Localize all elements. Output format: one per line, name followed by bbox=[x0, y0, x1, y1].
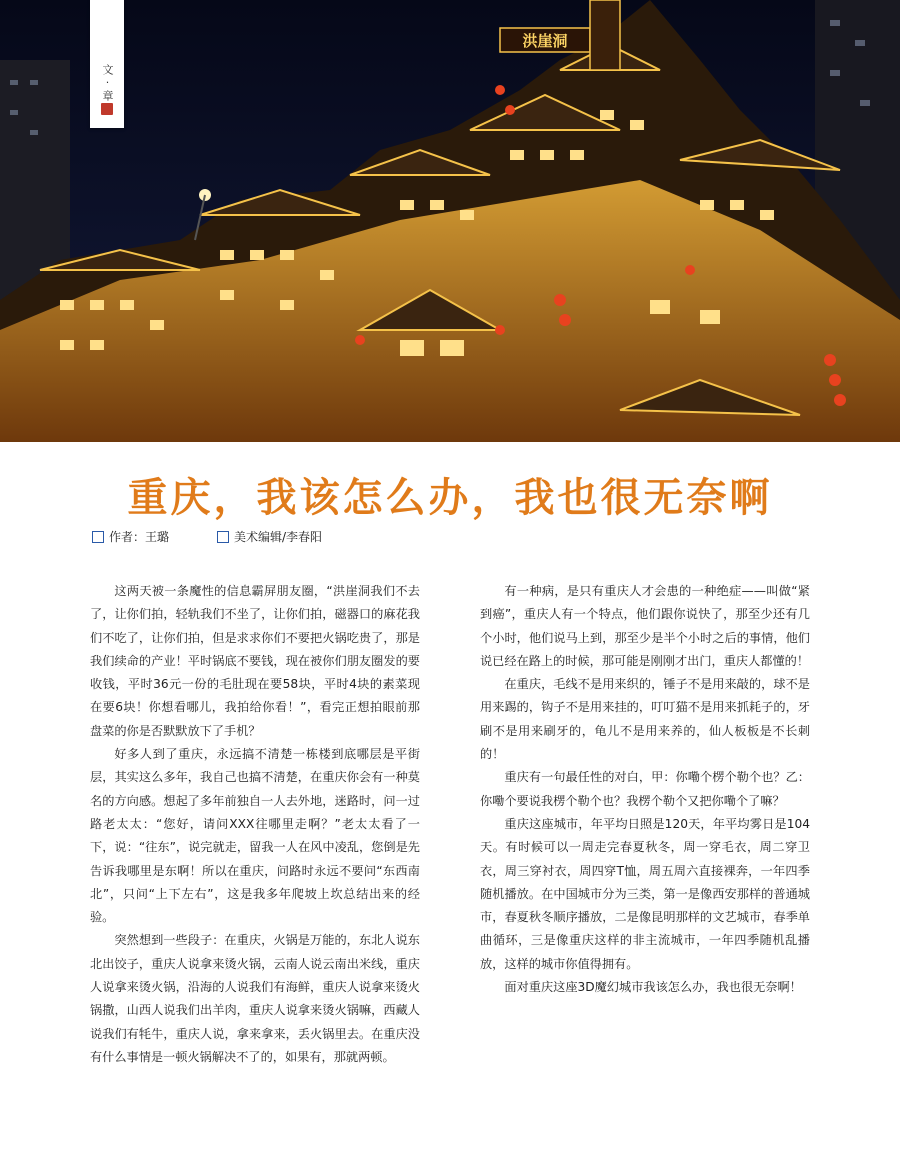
paragraph: 重庆这座城市，年平均日照是120天，年平均雾日是104天。有时候可以一周走完春夏秋冬，周一穿毛衣，周二穿卫衣，周三穿衬衣，周四穿T恤，周五周六直接裸奔，一年四季随机播放。在中国城市分为三类，第一是像西安那样的普通城市，春夏秋冬顺序播放，二是像昆明那样的文艺城市，春季单曲循环，三是像重庆这样的非主流城市，一年四季随机乱播放，这样的城市你值得拥有。 bbox=[480, 816, 810, 971]
paragraph: 有一种病，是只有重庆人才会患的一种绝症——叫做“紧到癌”，重庆人有一个特点，他们跟你说快了，那至少还有几个小时，他们说马上到，那至少是半个小时之后的事情，他们说已经在路上的时候，那可能是刚刚才出门，重庆人都懂的！ bbox=[480, 584, 810, 668]
paragraph: 重庆有一句最任性的对白，甲：你嘞个楞个勒个也？乙：你嘞个要说我楞个勒个也？我楞个勒个又把你嘞个了嘛？ bbox=[480, 770, 810, 808]
red-seal-icon bbox=[101, 103, 113, 115]
editor-name: 美术编辑/李春阳 bbox=[234, 530, 323, 544]
hongyadong-sign: 洪崖洞 bbox=[522, 32, 568, 50]
editor-byline bbox=[217, 528, 322, 545]
article-left-column bbox=[90, 580, 420, 1069]
square-icon bbox=[92, 531, 104, 543]
author-byline bbox=[92, 528, 169, 545]
article-right-column bbox=[480, 580, 810, 999]
author-name: 作者：王璐 bbox=[109, 530, 170, 544]
hongyadong-night-photo bbox=[0, 0, 900, 442]
paragraph: 在重庆，毛线不是用来织的，锤子不是用来敲的，球不是用来踢的，钩子不是用来挂的，叮叮猫不是用来抓耗子的，牙刷不是用来刷牙的，龟儿不是用来养的，仙人板板是不长刺的！ bbox=[480, 677, 810, 762]
square-icon bbox=[217, 531, 229, 543]
section-tag bbox=[90, 0, 124, 128]
paragraph: 突然想到一些段子：在重庆，火锅是万能的，东北人说东北出饺子，重庆人说拿来烫火锅，云南人说云南出米线，重庆人说拿来烫火锅，沿海的人说我们有海鲜，重庆人说拿来烫火锅撒，山西人说我们出羊肉，重庆人说拿来烫火锅嘛，西藏人说我们有牦牛，重庆人说，拿来拿来，丢火锅里去。在重庆没有什么事情是一顿火锅解决不了的，如果有，那就两顿。 bbox=[90, 933, 420, 1064]
paragraph: 这两天被一条魔性的信息霸屏朋友圈，“洪崖洞我们不去了，让你们拍，轻轨我们不坐了，让你们拍，磁器口的麻花我们不吃了，让你们拍，但是求求你们不要把火锅吃贵了，那是我们续命的产业！平时锅底不要钱，现在被你们朋友圈发的要收钱，平时36元一份的毛肚现在要58块，平时4块的素菜现在要6块！你想看哪儿，我拍给你看！”，看完正想拍眼前那盘菜的你是否默默放下了手机？ bbox=[90, 584, 420, 738]
paragraph: 好多人到了重庆，永远搞不清楚一栋楼到底哪层是平街层，其实这么多年，我自己也搞不清楚，在重庆你会有一种莫名的方向感。想起了多年前独自一人去外地，迷路时，问一过路老太太：“您好，请问XXX往哪里走啊？”老太太看了一下，说：“往东”，说完就走，留我一人在风中凌乱，您倒是先告诉我哪里是东啊！所以在重庆，问路时永远不要问“东西南北”，只问“上下左右”，这是我多年爬坡上坎总结出来的经验。 bbox=[90, 747, 420, 925]
article-title: 重庆，我该怎么办，我也很无奈啊 bbox=[127, 475, 773, 521]
paragraph: 面对重庆这座3D魔幻城市我该怎么办，我也很无奈啊！ bbox=[504, 980, 802, 995]
night-building-illustration bbox=[0, 0, 900, 442]
section-tag-label: 文·章 bbox=[101, 64, 114, 102]
